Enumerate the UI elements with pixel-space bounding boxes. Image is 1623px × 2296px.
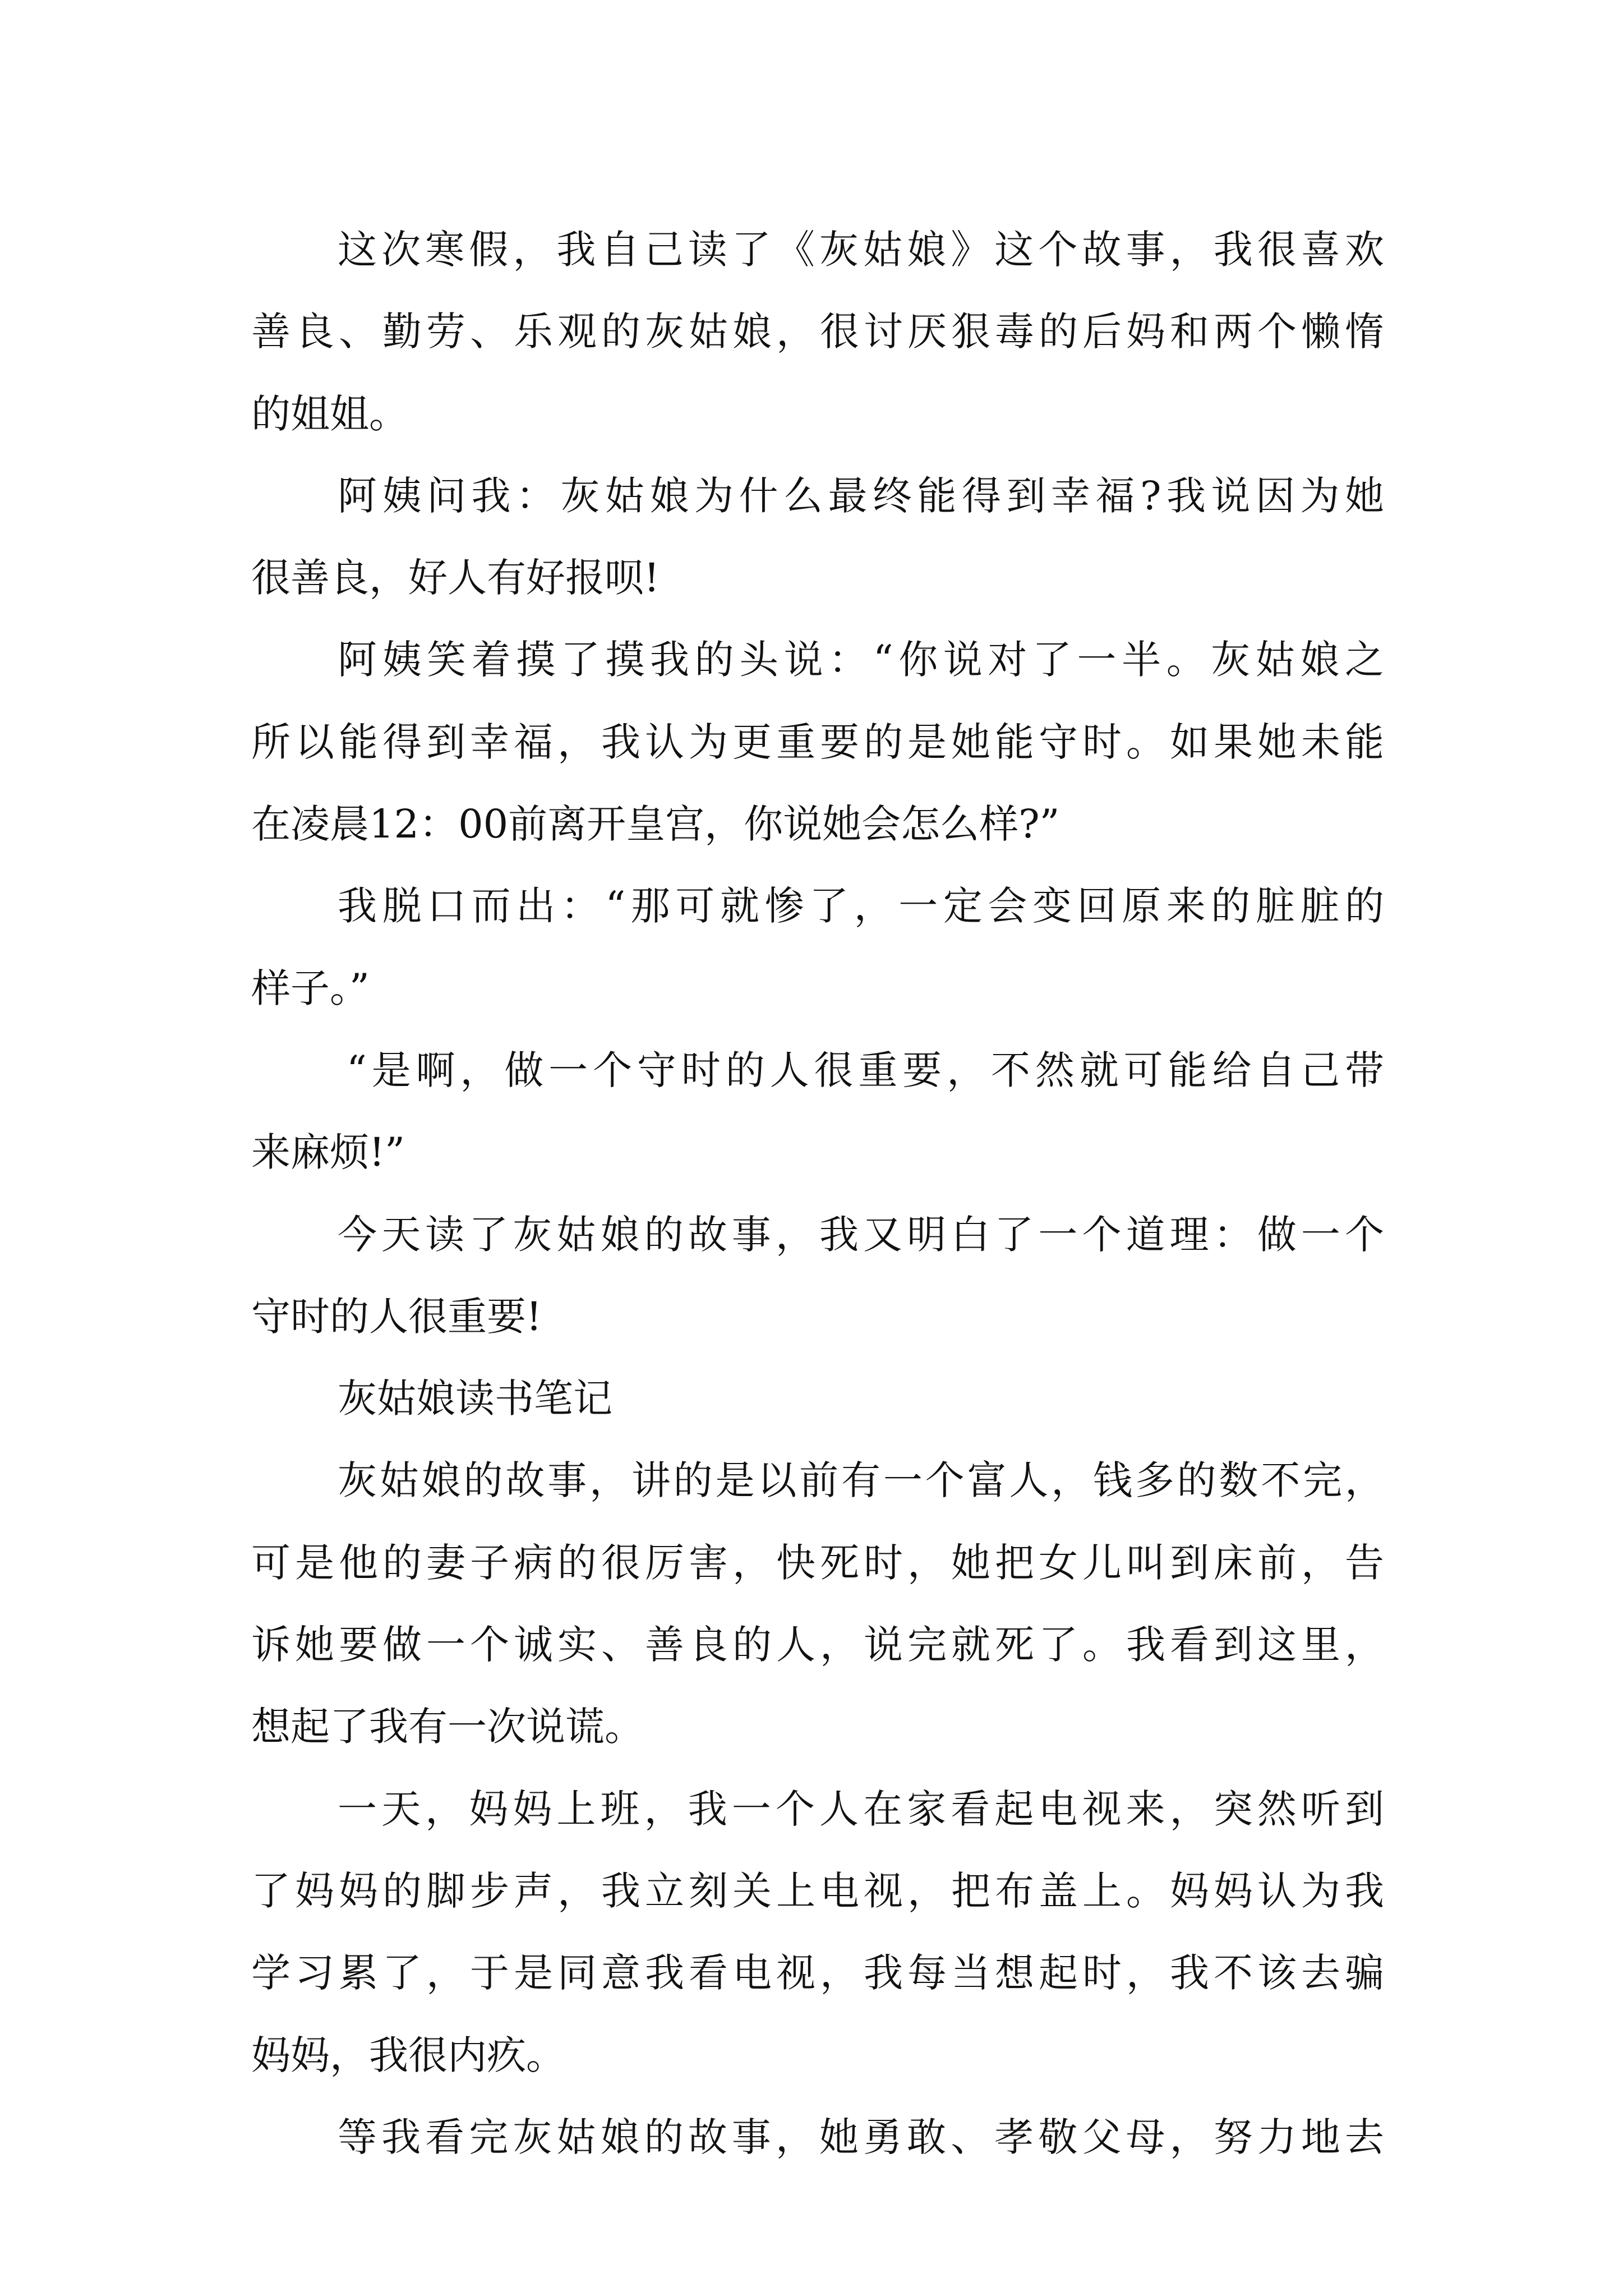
paragraph-line: 可是他的妻子病的很厉害，快死时，她把女儿叫到床前，告 [251, 1539, 1384, 1586]
paragraph-line: “是啊，做一个守时的人很重要，不然就可能给自己带 [347, 1047, 1384, 1093]
paragraph-line: 学习累了，于是同意我看电视，我每当想起时，我不该去骗 [251, 1950, 1384, 1996]
paragraph-line: 样子。” [251, 965, 370, 1011]
paragraph-line: 阿姨问我：灰姑娘为什么最终能得到幸福?我说因为她 [338, 472, 1384, 519]
paragraph-line: 诉她要做一个诚实、善良的人，说完就死了。我看到这里， [251, 1622, 1384, 1668]
paragraph-line: 所以能得到幸福，我认为更重要的是她能守时。如果她未能 [251, 719, 1384, 765]
paragraph-line: 善良、勤劳、乐观的灰姑娘，很讨厌狠毒的后妈和两个懒惰 [251, 309, 1384, 355]
section-heading: 灰姑娘读书笔记 [338, 1375, 612, 1422]
paragraph-line: 我脱口而出：“那可就惨了，一定会变回原来的脏脏的 [338, 883, 1384, 930]
paragraph-line: 守时的人很重要! [251, 1293, 542, 1340]
paragraph-line: 阿姨笑着摸了摸我的头说：“你说对了一半。灰姑娘之 [338, 637, 1384, 683]
paragraph-line: 很善良，好人有好报呗! [251, 555, 660, 601]
paragraph-line: 了妈妈的脚步声，我立刻关上电视，把布盖上。妈妈认为我 [251, 1867, 1384, 1914]
paragraph-line: 妈妈，我很内疚。 [251, 2032, 565, 2078]
paragraph-line: 今天读了灰姑娘的故事，我又明白了一个道理：做一个 [338, 1211, 1384, 1258]
paragraph-line: 灰姑娘的故事，讲的是以前有一个富人，钱多的数不完， [338, 1457, 1384, 1504]
paragraph-line: 一天，妈妈上班，我一个人在家看起电视来，突然听到 [338, 1786, 1384, 1832]
paragraph-line: 在凌晨12：00前离开皇宫，你说她会怎么样?” [251, 801, 1060, 848]
paragraph-line: 想起了我有一次说谎。 [251, 1704, 644, 1750]
paragraph-line: 的姐姐。 [251, 390, 408, 437]
paragraph-line: 等我看完灰姑娘的故事，她勇敢、孝敬父母，努力地去 [338, 2114, 1384, 2160]
paragraph-line: 来麻烦!” [251, 1129, 405, 1176]
paragraph-line: 这次寒假，我自己读了《灰姑娘》这个故事，我很喜欢 [338, 227, 1384, 273]
document-body [251, 209, 1384, 2178]
